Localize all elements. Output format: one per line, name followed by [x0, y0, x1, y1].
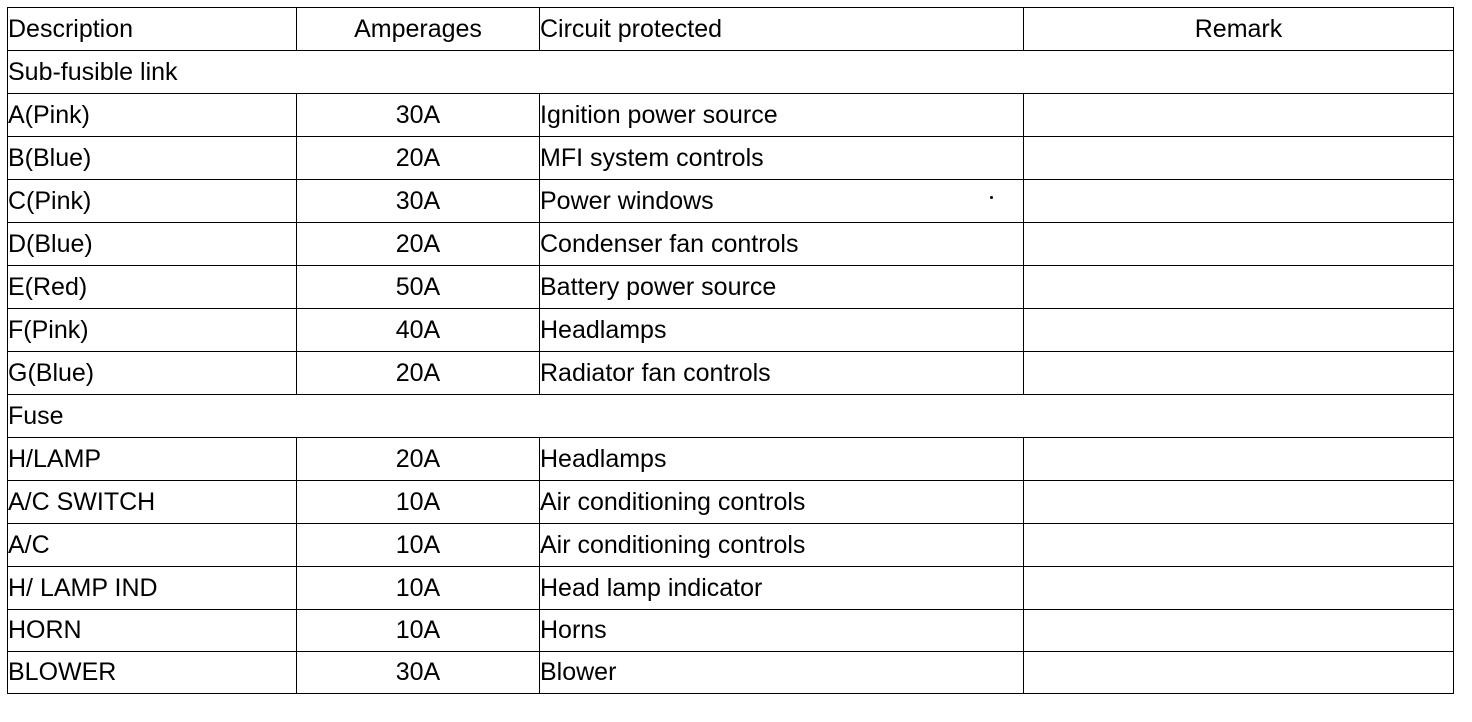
- table-row: [8, 481, 1454, 524]
- section-row: [8, 51, 1454, 94]
- remark-cell: [1024, 309, 1454, 352]
- description-cell: E(Red): [8, 266, 297, 309]
- description-cell: F(Pink): [8, 309, 297, 352]
- description-cell: HORN: [8, 610, 297, 652]
- table-row: [8, 610, 1454, 652]
- amperage-cell: 20A: [297, 137, 540, 180]
- amperage-cell: 10A: [297, 524, 540, 567]
- description-cell: BLOWER: [8, 652, 297, 694]
- remark-cell: [1024, 180, 1454, 223]
- amperage-cell: 10A: [297, 481, 540, 524]
- table-body: [8, 51, 1454, 694]
- table-row: [8, 266, 1454, 309]
- circuit-cell: Head lamp indicator: [540, 567, 1024, 610]
- header-circuit-protected: Circuit protected: [540, 8, 1024, 51]
- remark-cell: [1024, 524, 1454, 567]
- description-cell: H/LAMP: [8, 438, 297, 481]
- circuit-cell: Battery power source: [540, 266, 1024, 309]
- amperage-cell: 20A: [297, 352, 540, 395]
- circuit-cell: Ignition power source: [540, 94, 1024, 137]
- description-cell: C(Pink): [8, 180, 297, 223]
- amperage-cell: 20A: [297, 438, 540, 481]
- amperage-cell: 10A: [297, 567, 540, 610]
- remark-cell: [1024, 266, 1454, 309]
- section-title: Sub-fusible link: [8, 51, 1454, 94]
- circuit-cell: Condenser fan controls: [540, 223, 1024, 266]
- remark-cell: [1024, 94, 1454, 137]
- description-cell: H/ LAMP IND: [8, 567, 297, 610]
- circuit-cell: Radiator fan controls: [540, 352, 1024, 395]
- table-header-row: [8, 8, 1454, 51]
- remark-cell: [1024, 481, 1454, 524]
- header-remark: Remark: [1024, 8, 1454, 51]
- circuit-cell: Air conditioning controls: [540, 524, 1024, 567]
- description-cell: B(Blue): [8, 137, 297, 180]
- scan-speck: [990, 196, 993, 199]
- circuit-cell: Blower: [540, 652, 1024, 694]
- circuit-cell: Air conditioning controls: [540, 481, 1024, 524]
- remark-cell: [1024, 352, 1454, 395]
- table-row: [8, 180, 1454, 223]
- circuit-cell: Headlamps: [540, 438, 1024, 481]
- amperage-cell: 30A: [297, 180, 540, 223]
- header-amperages: Amperages: [297, 8, 540, 51]
- remark-cell: [1024, 223, 1454, 266]
- description-cell: A/C SWITCH: [8, 481, 297, 524]
- remark-cell: [1024, 610, 1454, 652]
- amperage-cell: 20A: [297, 223, 540, 266]
- amperage-cell: 30A: [297, 652, 540, 694]
- table-row: [8, 438, 1454, 481]
- amperage-cell: 50A: [297, 266, 540, 309]
- circuit-cell: Power windows: [540, 180, 1024, 223]
- table-row: [8, 352, 1454, 395]
- header-description: Description: [8, 8, 297, 51]
- remark-cell: [1024, 137, 1454, 180]
- table-row: [8, 137, 1454, 180]
- remark-cell: [1024, 438, 1454, 481]
- section-row: [8, 395, 1454, 438]
- circuit-cell: Headlamps: [540, 309, 1024, 352]
- amperage-cell: 30A: [297, 94, 540, 137]
- fuse-circuit-table: [7, 7, 1454, 694]
- description-cell: G(Blue): [8, 352, 297, 395]
- table-row: [8, 567, 1454, 610]
- table-row: [8, 309, 1454, 352]
- amperage-cell: 40A: [297, 309, 540, 352]
- remark-cell: [1024, 567, 1454, 610]
- circuit-cell: Horns: [540, 610, 1024, 652]
- remark-cell: [1024, 652, 1454, 694]
- circuit-cell: MFI system controls: [540, 137, 1024, 180]
- amperage-cell: 10A: [297, 610, 540, 652]
- table-row: [8, 94, 1454, 137]
- table-row: [8, 652, 1454, 694]
- description-cell: A(Pink): [8, 94, 297, 137]
- table-row: [8, 223, 1454, 266]
- description-cell: A/C: [8, 524, 297, 567]
- description-cell: D(Blue): [8, 223, 297, 266]
- table-row: [8, 524, 1454, 567]
- section-title: Fuse: [8, 395, 1454, 438]
